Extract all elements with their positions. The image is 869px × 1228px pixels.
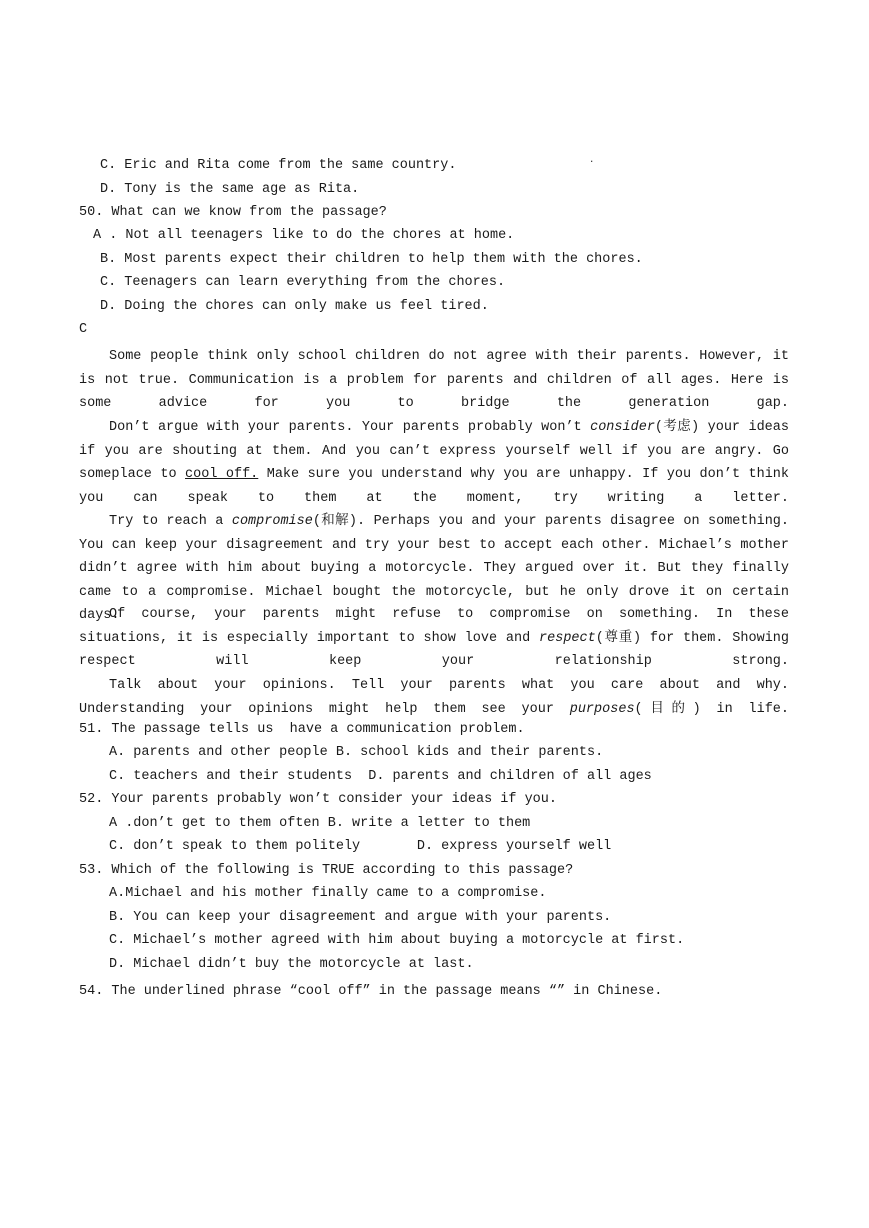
prev-option-d: D. Tony is the same age as Rita. bbox=[100, 182, 360, 197]
word-consider: consider bbox=[590, 420, 655, 435]
question-52-options-ab: A .don’t get to them often B. write a letter to them bbox=[109, 816, 531, 831]
question-52-stem: 52. Your parents probably won’t consider your ideas if you. bbox=[79, 792, 557, 807]
passage-paragraph-3: Try to reach a compromise(和解). Perhaps you and your parents disagree on something. You can keep your disagreement and try your best to accept each other. Michael’s mother didn’t agree with him about buying a motorcycle. They argued over it. But they finally came to a compromise. Michael bought the motorcycle, but he only drove it on certain days. bbox=[79, 514, 790, 623]
question-51-options-ab: A. parents and other people B. school kids and their parents. bbox=[109, 745, 604, 760]
passage-paragraph-2: Don’t argue with your parents. Your parents probably won’t consider(考虑) your ideas if you are shouting at them. And you can’t express yourself well if you are angry. Go someplace to cool off. Make sure you understand why you are unhappy. If you don’t think you can speak to them at the moment, try writing a letter. bbox=[79, 420, 789, 506]
question-53-option-a: A.Michael and his mother finally came to a compromise. bbox=[109, 886, 547, 901]
word-compromise: compromise bbox=[231, 514, 313, 529]
question-53-option-c: C. Michael’s mother agreed with him about buying a motorcycle at first. bbox=[109, 933, 685, 948]
question-52-options-cd: C. don’t speak to them politely D. express yourself well bbox=[109, 839, 612, 854]
section-label: C bbox=[79, 322, 88, 337]
question-50-option-c: C. Teenagers can learn everything from the chores. bbox=[100, 275, 506, 290]
question-53-option-d: D. Michael didn’t buy the motorcycle at last. bbox=[109, 957, 474, 972]
question-50-stem: 50. What can we know from the passage? bbox=[79, 205, 387, 220]
question-54-stem: 54. The underlined phrase “cool off” in the passage means “” in Chinese. bbox=[79, 984, 663, 999]
question-51-options-cd: C. teachers and their students D. parents and children of all ages bbox=[109, 769, 652, 784]
underlined-cool-off: cool off. bbox=[185, 467, 259, 482]
question-50-option-b: B. Most parents expect their children to help them with the chores. bbox=[100, 252, 643, 267]
passage-paragraph-4: Of course, your parents might refuse to compromise on something. In these situations, it is especially important to show love and respect(尊重) for them. Showing respect will keep your relationship strong. bbox=[79, 607, 790, 669]
word-respect: respect bbox=[539, 630, 596, 646]
question-53-stem: 53. Which of the following is TRUE according to this passage? bbox=[79, 863, 574, 878]
stray-mark: · bbox=[589, 157, 595, 167]
prev-option-c: C. Eric and Rita come from the same country. bbox=[100, 158, 457, 173]
word-purposes: purposes bbox=[569, 701, 635, 717]
question-51-stem: 51. The passage tells us have a communication problem. bbox=[79, 722, 525, 737]
passage-paragraph-5: Talk about your opinions. Tell your parents what you care about and why. Understanding your opinions might help them see your purposes(目的) in life. bbox=[79, 678, 789, 717]
question-50-option-a: A . Not all teenagers like to do the chores at home. bbox=[93, 228, 515, 243]
question-53-option-b: B. You can keep your disagreement and argue with your parents. bbox=[109, 910, 612, 925]
question-50-option-d: D. Doing the chores can only make us feel tired. bbox=[100, 299, 489, 314]
passage-paragraph-1: Some people think only school children do not agree with their parents. However, it is not true. Communication is a problem for parents and children of all ages. Here is some advice for you to bridge the generation gap. bbox=[79, 349, 789, 411]
